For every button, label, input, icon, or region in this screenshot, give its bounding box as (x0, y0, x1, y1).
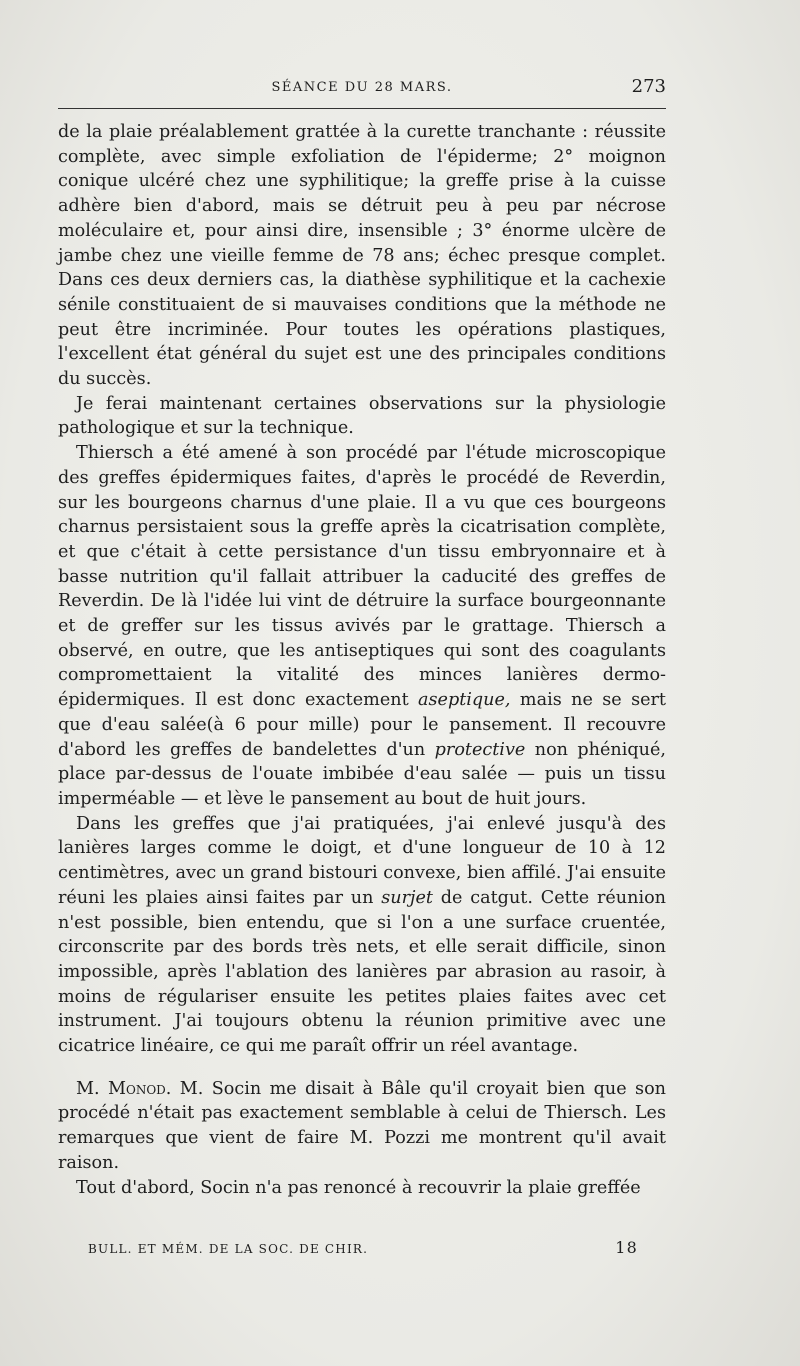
paragraph (58, 1176, 666, 1201)
italic-term: surjet (381, 887, 433, 908)
header-rule (58, 108, 666, 109)
italic-term: protective (434, 739, 526, 760)
paragraph-text: Je ferai maintenant certaines observations sur la physiologie pathologique et sur la technique. (58, 393, 666, 439)
signature-text: BULL. ET MÉM. DE LA SOC. DE CHIR. (88, 1242, 369, 1256)
running-title: SÉANCE DU 28 MARS. (271, 80, 453, 95)
paragraph-text: de catgut. Cette réunion n'est possible, bien entendu, que si l'on a une surface cruentée, circonscrite par des bords très nets, et elle serait difficile, sinon impossible, après l'ablation des lanières par abrasion au rasoir, à moins de régulariser ensuite les petites plaies faites avec cet instrument. J'ai toujours obtenu la réunion primitive avec une cicatrice linéaire, ce qui me paraît offrir un réel avantage. (58, 887, 666, 1057)
paragraph-text: mais ne se sert que d'eau salée(à 6 pour mille) pour le pansement. Il recouvre d'abord les greffes de bandelettes d'un (58, 690, 666, 760)
paragraph (58, 812, 666, 1059)
italic-term: aseptique, (418, 690, 511, 711)
page-number: 273 (631, 76, 666, 97)
speaker-name: M. Monod. (76, 1078, 172, 1099)
paragraph-text: Tout d'abord, Socin n'a pas renoncé à recouvrir la plaie greffée (76, 1177, 641, 1198)
paragraph-text: non phéniqué, place par-dessus de l'ouate imbibée d'eau salée — puis un tissu imperméable — et lève le pansement au bout de huit jours. (58, 739, 666, 809)
paragraph-text: Dans les greffes que j'ai pratiquées, j'ai enlevé jusqu'à des lanières larges comme le doigt, et d'une longueur de 10 à 12 centimètres, avec un grand bistouri convexe, bien affilé. J'ai ensuite réuni les plaies ainsi faites par un (58, 813, 666, 908)
paragraph-text: de la plaie préalablement grattée à la curette tranchante : réussite complète, avec simple exfoliation de l'épiderme; 2° moignon conique ulcéré chez une syphilitique; la greffe prise à la cuisse adhère bien d'abord, mais se détruit peu à peu par nécrose moléculaire et, pour ainsi dire, insensible ; 3° énorme ulcère de jambe chez une vieille femme de 78 ans; échec presque complet. Dans ces deux derniers cas, la diathèse syphilitique et la cachexie sénile constituaient de si mauvaises conditions que la méthode ne peut être incriminée. Pour toutes les opérations plastiques, l'excellent état général du sujet est une des principales conditions du succès. (58, 122, 666, 390)
running-head (58, 76, 666, 100)
paragraph (58, 392, 666, 441)
paragraph (58, 441, 666, 812)
paragraph (58, 120, 666, 392)
paragraph-text: Thiersch a été amené à son procédé par l'étude microscopique des greffes épidermiques faites, d'après le procédé de Reverdin, sur les bourgeons charnus d'une plaie. Il a vu que ces bourgeons charnus persistaient sous la greffe après la cicatrisation complète, et que c'était à cette persistance d'un tissu embryonnaire et à basse nutrition qu'il fallait attribuer la caducité des greffes de Reverdin. De là l'idée lui vint de détruire la surface bourgeonnante et de greffer sur les tissus avivés par le grattage. Thiersch a observé, en outre, que les antiseptiques qui sont des coagulants compromettaient la vitalité des minces lanières dermo-épidermiques. Il est donc exactement (58, 443, 666, 711)
signature-mark: 18 (615, 1238, 638, 1257)
paragraph-text: M. Socin me disait à Bâle qu'il croyait bien que son procédé n'était pas exactement semblable à celui de Thiersch. Les remarques que vient de faire M. Pozzi me montrent qu'il avait raison. (58, 1078, 666, 1173)
body-text (58, 120, 666, 1200)
footer-signature-line (88, 1238, 638, 1262)
paragraph (58, 1077, 666, 1176)
